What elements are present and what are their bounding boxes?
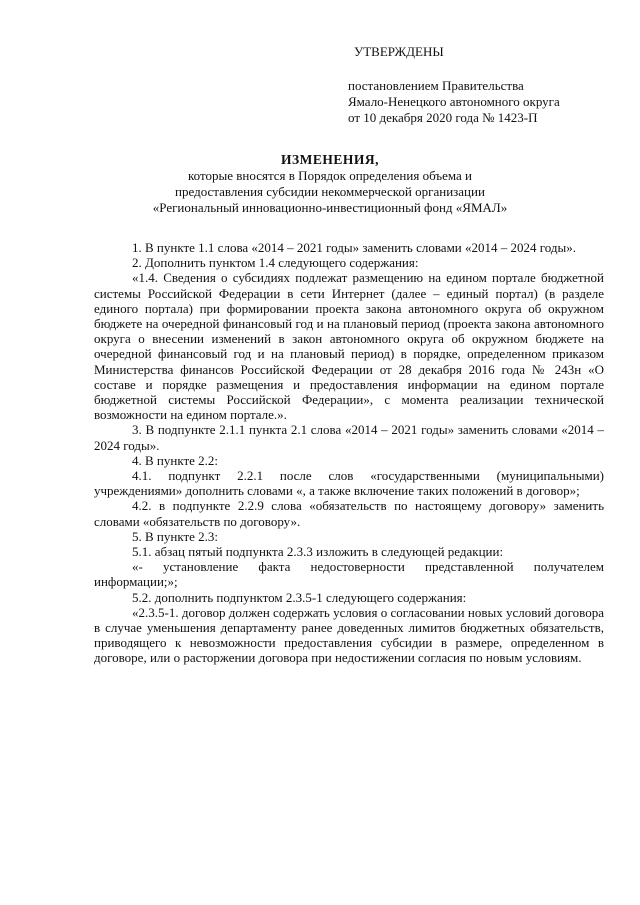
paragraph: 2. Дополнить пунктом 1.4 следующего содержания:	[132, 255, 419, 271]
paragraph: 4. В пункте 2.2:	[132, 452, 219, 468]
approval-line-1: постановлением Правительства	[348, 78, 524, 93]
approval-block	[348, 44, 560, 126]
paragraph: 5. В пункте 2.3:	[132, 528, 219, 544]
paragraph: «1.4. Сведения о субсидиях подлежат размещению на едином портале бюджетной системы Российской Федерации в сети Интернет (далее – единый портал) (в разделе единого портала) при формировании проекта закона автономного округа об окружном бюджете на очередной финансовый год и на плановый период (проекта закона автономного округа о внесении изменений в закон автономного округа об окружном бюджете на очередной финансовый год и на плановый период) в порядке, определенном приказом Министерства финансов Российской Федерации от 28 декабря 2016 года № 243н «О составе и порядке размещения и предоставления информации на едином портале бюджетной системы Российской Федерации», с момента реализации технической возможности на едином портале.».	[94, 270, 604, 423]
paragraph: 1. В пункте 1.1 слова «2014 – 2021 годы» заменить словами «2014 – 2024 годы».	[132, 240, 576, 255]
heading-line-3: «Региональный инновационно-инвестиционный фонд «ЯМАЛ»	[152, 200, 508, 215]
paragraph: 5.1. абзац пятый подпункта 2.3.3 изложить в следующей редакции:	[132, 544, 504, 560]
paragraph: 3. В подпункте 2.1.1 пункта 2.1 слова «2014 – 2021 годы» заменить словами «2014 – 2024 годы».	[94, 422, 604, 453]
paragraph: «2.3.5-1. договор должен содержать условия о согласовании новых условий договора в случае уменьшения департаменту ранее доведенных лимитов бюджетных обязательств, приводящего к невозможности предоставления субсидии в размере, определенном в договоре, или о расторжении договора при недостижении согласия по новым условиям.	[94, 604, 604, 666]
approval-line-2: Ямало-Ненецкого автономного округа	[348, 94, 560, 109]
heading-line-1: которые вносятся в Порядок определения объема и	[188, 168, 472, 183]
document-heading	[60, 152, 600, 216]
approval-line-3: от 10 декабря 2020 года № 1423-П	[348, 110, 538, 125]
document-body	[94, 240, 604, 666]
paragraph: 4.1. подпункт 2.2.1 после слов «государственными (муниципальными) учреждениями» дополнить словами «, а также включение таких положений в договор»;	[94, 468, 604, 499]
heading-line-2: предоставления субсидии некоммерческой организации	[175, 184, 485, 199]
approval-stamp-title: УТВЕРЖДЕНЫ	[354, 44, 444, 59]
paragraph: «- установление факта недостоверности представленной получателем информации;»;	[94, 559, 604, 590]
document-title: ИЗМЕНЕНИЯ,	[280, 152, 379, 167]
paragraph: 5.2. дополнить подпунктом 2.3.5-1 следующего содержания:	[132, 589, 467, 605]
paragraph: 4.2. в подпункте 2.2.9 слова «обязательств по настоящему договору» заменить словами «обязательств по договору».	[94, 498, 604, 529]
